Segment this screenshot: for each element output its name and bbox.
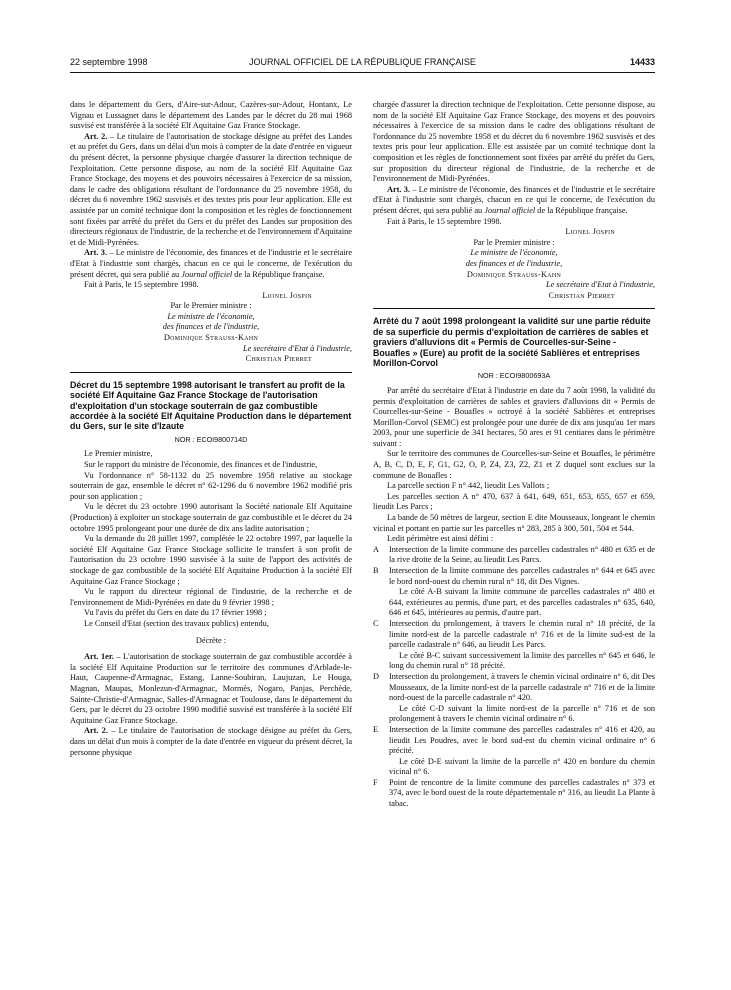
arrete-nor: NOR : ECOI9800693A bbox=[477, 371, 551, 381]
right-ministre-role-2: des finances et de l'industrie, bbox=[465, 258, 563, 268]
visa-1: Sur le rapport du ministre de l'économie, des finances et de l'industrie, bbox=[84, 460, 318, 470]
right-par-premier-ministre: Par le Premier ministre : bbox=[473, 237, 555, 247]
right-column bbox=[373, 100, 655, 810]
header-date: 22 septembre 1998 bbox=[70, 57, 148, 67]
arrete-paragraph-3: La parcelle section F n° 442, lieudit Les Vallots ; bbox=[387, 481, 550, 491]
decrete: Décrète : bbox=[195, 635, 227, 645]
point-a-key: A bbox=[373, 544, 379, 554]
arrete-paragraph-2: Sur le territoire des communes de Courcelles-sur-Seine et Bouafles, le périmètre A, B, C, D, E, F, G1, G2, O, P, Z4, Z3, Z2, Z1 et Z duquel sont exclues sur la commune de Bouafles : bbox=[373, 449, 655, 480]
arrete-paragraph-5: La bande de 50 mètres de largeur, section E dite Mousseaux, longeant le chemin vicinal et portant en partie sur les parcelles n° 283, 285 à 300, 501, 504 et 544. bbox=[373, 513, 655, 533]
header-page-number: 14433 bbox=[629, 57, 655, 67]
cote-a-b: Le côté A-B suivant la limite commune de parcelles cadastrales n° 480 et 644, extérieures au permis, d'une part, et des parcelles cadastrales n° 635, 640, 646 et 645, intérieures au permis, d'autre part. bbox=[389, 587, 655, 618]
ministre-role-2: des finances et de l'industrie, bbox=[162, 322, 260, 332]
fait-a-paris: Fait à Paris, le 15 septembre 1998. bbox=[84, 280, 199, 290]
article-2b-paragraph bbox=[70, 726, 352, 758]
secretaire-name: Christian Pierret bbox=[245, 354, 312, 364]
point-d-key: D bbox=[373, 671, 379, 681]
article-3-text-a: – Le ministre de l'économie, des finances et de l'industrie et le secrétaire d'Etat à l'industrie sont chargés, chacun en ce qui le concerne, de l'exécution du présent décret, qui sera publié au bbox=[70, 248, 352, 279]
right-secretaire-name: Christian Pierret bbox=[548, 290, 615, 300]
continuation-paragraph: chargée d'assurer la direction technique de l'exploitation. Cette personne dispose, au nom de la société Elf Aquitaine Gaz France Stockage, des moyens et des pouvoirs nécessaires à l'exercice de sa mission dans le cadre des obligations résultant de l'ordonnance du 25 novembre 1958 et du décret du 6 novembre 1962 susvisés et des textes pris pour leur application. Elle est assistée par un comité technique dont la composition et les règles de fonctionnement sont fixées par arrêté du préfet du Gers, sur proposition du directeur régional de l'industrie, de la recherche et de l'environnement de Midi-Pyrénées. bbox=[373, 100, 655, 184]
right-article-3-text-a: – Le ministre de l'économie, des finances et de l'industrie et le secrétaire d'Etat à l'industrie sont chargés, chacun en ce qui le concerne, de l'exécution du présent décret, qui sera publié au bbox=[373, 184, 655, 215]
arrete-title: Arrêté du 7 août 1998 prolongeant la validité sur une partie réduite de sa superficie du permis d'exploitation de carrières de sables et graviers d'alluvions dit « Permis de Courcelles-sur-Seine - Bouafles » (Eure) au profit de la société Sablières et entreprises Morillon-Corvol bbox=[373, 316, 651, 368]
signature-jospin: Lionel Jospin bbox=[262, 290, 312, 300]
visa-6: Vu l'avis du préfet du Gers en date du 17 février 1998 ; bbox=[84, 608, 267, 618]
point-d bbox=[373, 672, 655, 704]
point-a-text: Intersection de la limite commune des parcelles cadastrales n° 480 et 635 et de la rive droite de la Seine, au lieudit Les Parcs. bbox=[389, 544, 655, 565]
decret-title: Décret du 15 septembre 1998 autorisant le transfert au profit de la société Elf Aquitaine Gaz France Stockage de l'autorisation d'exploitation d'un stockage souterrain de gaz combustible accordée à la société Elf Aquitaine Production dans le département du Gers, sur le site d'Izaute bbox=[70, 379, 352, 432]
article-1-paragraph bbox=[70, 652, 352, 726]
right-section-divider bbox=[373, 308, 655, 309]
point-b bbox=[373, 566, 655, 587]
premier-ministre: Le Premier ministre, bbox=[84, 449, 153, 459]
cote-c-d: Le côté C-D suivant la limite nord-est de la parcelle n° 716 et de son prolongement à travers le chemin vicinal ordinaire n° 6. bbox=[389, 703, 655, 724]
point-c-text: Intersection du prolongement, à travers le chemin rural n° 18 précité, de la limite nord-est de la parcelle cadastrale n° 716 et de la limite sud-est de la parcelle cadastrale n° 646, au lieudit Les Parcs. bbox=[389, 618, 655, 650]
decret-nor: NOR : ECOI9800714D bbox=[174, 434, 248, 444]
ministre-role-1: Le ministre de l'économie, bbox=[167, 311, 255, 321]
visa-3: Vu le décret du 23 octobre 1990 autorisant la Société nationale Elf Aquitaine (Production) à exploiter un stockage souterrain de gaz combustible et le décret du 24 octobre 1995 prolongeant pour une durée de dix ans ladite autorisation ; bbox=[70, 502, 352, 533]
visa-4: Vu la demande du 28 juillet 1997, complétée le 22 octobre 1997, par laquelle la société Elf Aquitaine Gaz France Stockage sollicite le transfert à son profit de l'autorisation du 23 octobre 1990 susvisée à la suite de l'apport des activités de stockage de gaz combustible de la société Elf Aquitaine Production à la société Elf Aquitaine Gaz France Stockage ; bbox=[70, 534, 352, 586]
point-e-key: E bbox=[373, 724, 379, 734]
point-c bbox=[373, 619, 655, 651]
cote-b-c: Le côté B-C suivant successivement la limite des parcelles n° 645 et 646, le long du chemin rural n° 18 précité. bbox=[389, 650, 655, 671]
point-d-text: Intersection du prolongement, à travers le chemin vicinal ordinaire n° 6, dit Des Mousseaux, de la limite nord-est de la parcelle cadastrale n° 716 et de la limite nord-ouest de la parcelle cadastrale n° 420. bbox=[389, 671, 655, 703]
header-divider bbox=[70, 72, 655, 73]
point-a bbox=[373, 545, 655, 566]
article-3-text-b: de la République française. bbox=[232, 269, 325, 279]
article-3-paragraph bbox=[70, 248, 352, 280]
point-f-text: Point de rencontre de la limite commune des parcelles cadastrales n° 373 et 374, avec le bord ouest de la route départementale n° 316, au lieudit La Plante à tabac. bbox=[389, 777, 655, 809]
point-b-key: B bbox=[373, 566, 379, 575]
arrete-paragraph-6: Ledit périmètre est ainsi défini : bbox=[387, 534, 494, 544]
visa-5: Vu le rapport du directeur régional de l'industrie, de la recherche et de l'environnement de Midi-Pyrénées en date du 9 février 1998 ; bbox=[70, 587, 352, 607]
par-premier-ministre: Par le Premier ministre : bbox=[170, 301, 252, 311]
right-ministre-name: Dominique Strauss-Kahn bbox=[466, 269, 562, 279]
article-3-label: Art. 3. bbox=[84, 248, 108, 258]
right-article-3-paragraph bbox=[373, 185, 655, 217]
intro-paragraph: dans le département du Gers, d'Aire-sur-Adour, Cazères-sur-Adour, Hontanx, Le Vignau et Lussagnet dans le département des Landes par le décret du 28 mai 1968 susvisé est transférée à la société Elf Aquitaine Gaz France Stockage. bbox=[70, 100, 352, 131]
secretaire-role: Le secrétaire d'Etat à l'industrie, bbox=[242, 343, 352, 353]
ministre-name: Dominique Strauss-Kahn bbox=[163, 333, 259, 343]
page-header bbox=[70, 57, 655, 71]
right-article-3-journal: Journal officiel bbox=[484, 205, 536, 215]
article-3-journal: Journal officiel bbox=[181, 269, 233, 279]
point-e bbox=[373, 725, 655, 757]
arrete-paragraph-1: Par arrêté du secrétaire d'Etat à l'industrie en date du 7 août 1998, la validité du permis d'exploitation de carrières de sables et graviers d'alluvions dit « Permis de Courcelles-sur-Seine - Bouafles » octroyé à la société Sablières et entreprises Morillon-Corvol (SEMC) est prolongée pour une durée de dix ans jusqu'au 1er mars 2003, pour une superficie de 341 hectares, 50 ares et 91 centiares dans le périmètre suivant : bbox=[373, 385, 655, 448]
right-article-3-label: Art. 3. bbox=[387, 184, 411, 194]
left-column bbox=[70, 100, 352, 758]
section-divider bbox=[70, 372, 352, 373]
visa-2: Vu l'ordonnance n° 58-1132 du 25 novembre 1958 relative au stockage souterrain de gaz, ensemble le décret n° 62-1296 du 6 novembre 1962 modifié pris pour son application ; bbox=[70, 470, 352, 501]
right-article-3-text-b: de la République française. bbox=[535, 205, 628, 215]
point-f bbox=[373, 778, 655, 810]
article-2-label: Art. 2. bbox=[84, 131, 108, 141]
point-f-key: F bbox=[373, 777, 378, 787]
article-1-label: Art. 1er. bbox=[84, 652, 114, 662]
article-2-paragraph bbox=[70, 132, 352, 249]
article-2-text: – Le titulaire de l'autorisation de stockage désigne au préfet des Landes et au préfet du Gers, dans un délai d'un mois à compter de la date d'entrée en vigueur du présent décret, la personne physique chargée d'assurer la direction technique de l'exploitation. Cette personne dispose, au nom de la société Elf Aquitaine Gaz France Stockage, des moyens et des pouvoirs nécessaires à l'exercice de sa mission, dans le cadre des obligations résultant de l'ordonnance du 25 novembre 1958, du décret du 6 novembre 1962 susvisés et des textes pris pour leur application. Elle est assistée par un comité technique dont la composition et les règles de fonctionnement sont fixées par arrêté du préfet du Gers et du préfet des Landes sur proposition des directeurs régionaux de l'industrie, de la recherche et de l'environnement d'Aquitaine et de Midi-Pyrénées. bbox=[70, 131, 353, 247]
cote-d-e: Le côté D-E suivant la limite de la parcelle n° 420 en bordure du chemin vicinal n° 6. bbox=[389, 756, 655, 777]
right-ministre-role-1: Le ministre de l'économie, bbox=[470, 248, 558, 258]
point-e-text: Intersection de la limite commune des parcelles cadastrales n° 416 et 420, au lieudit Les Poudres, avec le bord sud-est du chemin vicinal ordinaire n° 6 précité. bbox=[389, 724, 655, 756]
right-secretaire-role: Le secrétaire d'Etat à l'industrie, bbox=[545, 280, 655, 290]
arrete-paragraph-4: Les parcelles section A n° 470, 637 à 641, 649, 651, 653, 655, 657 et 659, lieudit Les Parcs ; bbox=[373, 491, 655, 512]
point-b-text: Intersection de la limite commune des parcelles cadastrales n° 644 et 645 avec le bord nord-ouest du chemin rural n° 18, dit Des Vignes. bbox=[389, 566, 655, 586]
point-c-key: C bbox=[373, 618, 379, 628]
right-fait-a-paris: Fait à Paris, le 15 septembre 1998. bbox=[387, 216, 502, 226]
article-2b-text: – Le titulaire de l'autorisation de stockage désigne au préfet du Gers, dans un délai d'un mois à compter de la date d'entrée en vigueur du présent décret, la personne physique bbox=[70, 726, 353, 757]
header-journal-title: JOURNAL OFFICIEL DE LA RÉPUBLIQUE FRANÇAISE bbox=[249, 57, 476, 67]
visa-7: Le Conseil d'Etat (section des travaux publics) entendu, bbox=[84, 618, 269, 628]
article-2b-label: Art. 2. bbox=[84, 726, 108, 736]
right-signature-jospin: Lionel Jospin bbox=[565, 227, 615, 237]
article-1-text: – L'autorisation de stockage souterrain de gaz combustible accordée à la société Elf Aquitaine Production sur le territoire des communes d'Arblade-le-Haut, Caupenne-d'Armagnac, Estang, Lanne-Soubiran, Laujuzan, Le Houga, Magnan, Maupas, Monlezun-d'Armagnac, Mormès, Nogaro, Panjas, Perchède, Sainte-Christie-d'Armagnac, Salles-d'Armagnac et Toulouse, dans le département du Gers, par le décret du 23 octobre 1990 modifié susvisé est transférée à la société Elf Aquitaine Gaz France Stockage. bbox=[70, 652, 352, 725]
